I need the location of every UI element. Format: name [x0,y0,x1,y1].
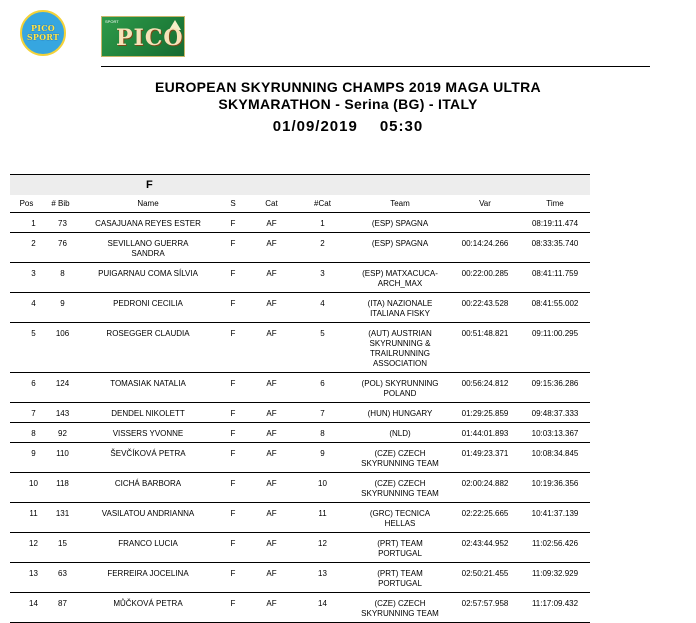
sex-cell: F [218,533,248,563]
logo-rect-wordmark: PICO [116,25,184,51]
bib-cell: 124 [43,373,78,403]
table-row [10,593,590,623]
cat-pos-cell: 12 [295,533,350,563]
cat-pos-cell: 9 [295,443,350,473]
name-cell [78,473,218,503]
name-cell-line: VISSERS YVONNE [112,429,184,438]
bib-cell: 143 [43,403,78,423]
bib-cell: 92 [43,423,78,443]
var-cell: 00:14:24.266 [450,233,520,263]
team-cell-line: (ESP) SPAGNA [371,239,429,248]
cat-pos-cell: 11 [295,503,350,533]
sex-cell: F [218,263,248,293]
cat-cell: AF [248,563,295,593]
name-cell-line: MŮČKOVÁ PETRA [113,599,183,608]
team-cell [350,403,450,423]
cat-pos-cell: 13 [295,563,350,593]
name-cell [78,593,218,623]
cat-cell: AF [248,323,295,373]
name-cell-line: ŠEVČÍKOVÁ PETRA [110,449,186,458]
sex-cell: F [218,233,248,263]
team-cell-line: ASSOCIATION [372,359,428,368]
name-cell [78,533,218,563]
sex-cell: F [218,403,248,423]
name-cell-line: PEDRONI CECILIA [113,299,183,308]
team-cell-line: HELLAS [384,519,416,528]
team-cell [350,593,450,623]
name-cell [78,293,218,323]
team-cell [350,373,450,403]
team-cell [350,323,450,373]
logo-round-line1: PICO [31,23,55,33]
name-cell-line: SANDRA [131,249,165,258]
sex-cell: F [218,423,248,443]
team-cell-line: (CZE) CZECH [374,449,426,458]
var-cell: 02:57:57.958 [450,593,520,623]
sex-cell: F [218,373,248,403]
pos-cell: 6 [10,373,43,403]
time-cell: 11:09:32.929 [520,563,590,593]
pos-cell: 12 [10,533,43,563]
bib-cell: 118 [43,473,78,503]
cat-cell: AF [248,373,295,403]
cat-pos-cell: 2 [295,233,350,263]
pos-cell: 2 [10,233,43,263]
col-header-cat-pos: #Cat [295,195,350,213]
team-cell [350,213,450,233]
team-cell-line: ITALIANA FISKY [370,309,430,318]
cat-cell: AF [248,503,295,533]
sex-cell: F [218,293,248,323]
cat-cell: AF [248,213,295,233]
cat-pos-cell: 3 [295,263,350,293]
time-cell: 08:33:35.740 [520,233,590,263]
team-cell-line: (AUT) AUSTRIAN [368,329,432,338]
team-cell-line: ARCH_MAX [377,279,423,288]
cat-cell: AF [248,423,295,443]
cat-pos-cell: 7 [295,403,350,423]
team-cell-line: PORTUGAL [378,579,422,588]
pos-cell: 7 [10,403,43,423]
var-cell: 00:22:43.528 [450,293,520,323]
name-cell-line: CASAJUANA REYES ESTER [95,219,201,228]
name-cell [78,373,218,403]
pos-cell: 8 [10,423,43,443]
name-cell-line: TOMASIAK NATALIA [110,379,186,388]
cat-cell: AF [248,233,295,263]
name-cell [78,323,218,373]
bib-cell: 9 [43,293,78,323]
cat-cell: AF [248,443,295,473]
pos-cell: 11 [10,503,43,533]
col-header-sex: S [218,195,248,213]
event-date: 01/09/2019 [272,118,358,135]
bib-cell: 76 [43,233,78,263]
cat-pos-cell: 10 [295,473,350,503]
pos-cell: 14 [10,593,43,623]
time-cell: 10:08:34.845 [520,443,590,473]
pos-cell: 1 [10,213,43,233]
team-cell-line: (ESP) MATXACUCA- [362,269,438,278]
name-cell-line: SEVILLANO GUERRA [107,239,189,248]
results-body [10,213,590,623]
table-row [10,473,590,503]
cat-pos-cell: 4 [295,293,350,323]
bib-cell: 8 [43,263,78,293]
pico-sport-round-logo [20,10,66,56]
team-cell [350,443,450,473]
name-cell-line: FRANCO LUCIA [118,539,178,548]
team-cell [350,423,450,443]
cat-cell: AF [248,533,295,563]
team-cell [350,473,450,503]
bib-cell: 15 [43,533,78,563]
time-cell: 08:19:11.474 [520,213,590,233]
event-title-line1: EUROPEAN SKYRUNNING CHAMPS 2019 MAGA ULTRA [155,79,541,95]
table-row [10,563,590,593]
group-header-row [10,175,590,196]
pico-sport-rect-logo [101,16,185,57]
var-cell: 00:51:48.821 [450,323,520,373]
name-cell-line: CICHÁ BARBORA [114,479,182,488]
time-cell: 08:41:11.759 [520,263,590,293]
var-cell [450,213,520,233]
team-cell-line: (PRT) TEAM [377,539,423,548]
time-cell: 09:15:36.286 [520,373,590,403]
team-cell-line: (PRT) TEAM [377,569,423,578]
team-cell [350,293,450,323]
table-row [10,263,590,293]
time-cell: 10:03:13.367 [520,423,590,443]
time-cell: 09:48:37.333 [520,403,590,423]
team-cell-line: (HUN) HUNGARY [367,409,433,418]
cat-cell: AF [248,263,295,293]
pos-cell: 10 [10,473,43,503]
event-time: 05:30 [379,118,424,135]
table-row [10,323,590,373]
cat-cell: AF [248,293,295,323]
col-header-name: Name [78,195,218,213]
bib-cell: 106 [43,323,78,373]
name-cell [78,213,218,233]
team-cell-line: PORTUGAL [378,549,422,558]
team-cell-line: SKYRUNNING TEAM [361,459,439,468]
cat-pos-cell: 5 [295,323,350,373]
team-cell-line: SKYRUNNING & [369,339,431,348]
name-cell [78,503,218,533]
group-label: F [146,179,153,191]
col-header-cat: Cat [248,195,295,213]
sex-cell: F [218,503,248,533]
col-header-var: Var [450,195,520,213]
col-header-bib: # Bib [43,195,78,213]
name-cell [78,563,218,593]
sex-cell: F [218,323,248,373]
team-cell [350,533,450,563]
cat-cell: AF [248,473,295,503]
bib-cell: 63 [43,563,78,593]
pos-cell: 4 [10,293,43,323]
team-cell [350,563,450,593]
event-title-line2: SKYMARATHON - Serina (BG) - ITALY [218,96,478,112]
sex-cell: F [218,213,248,233]
team-cell-line: SKYRUNNING TEAM [361,489,439,498]
name-cell [78,403,218,423]
col-header-pos: Pos [10,195,43,213]
var-cell: 02:22:25.665 [450,503,520,533]
sex-cell: F [218,443,248,473]
pos-cell: 9 [10,443,43,473]
event-datetime [0,118,696,135]
name-cell [78,423,218,443]
cat-pos-cell: 6 [295,373,350,403]
team-cell [350,263,450,293]
time-cell: 10:41:37.139 [520,503,590,533]
sex-cell: F [218,563,248,593]
team-cell-line: (ITA) NAZIONALE [367,299,433,308]
table-row [10,423,590,443]
time-cell: 11:02:56.426 [520,533,590,563]
var-cell: 00:22:00.285 [450,263,520,293]
logo-round-line2: SPORT [26,32,60,42]
team-cell-line: TRAILRUNNING [369,349,430,358]
header-divider [101,66,650,67]
table-row [10,373,590,403]
team-cell-line: (CZE) CZECH [374,599,426,608]
bib-cell: 131 [43,503,78,533]
team-cell-line: (GRC) TECNICA [369,509,431,518]
var-cell: 01:29:25.859 [450,403,520,423]
time-cell: 11:17:09.432 [520,593,590,623]
bib-cell: 87 [43,593,78,623]
var-cell: 02:00:24.882 [450,473,520,503]
table-row [10,233,590,263]
table-row [10,213,590,233]
table-row [10,293,590,323]
column-header-row [10,195,590,213]
name-cell-line: FERREIRA JOCELINA [107,569,189,578]
var-cell: 00:56:24.812 [450,373,520,403]
pos-cell: 5 [10,323,43,373]
team-cell [350,503,450,533]
cat-pos-cell: 1 [295,213,350,233]
pos-cell: 13 [10,563,43,593]
cat-pos-cell: 8 [295,423,350,443]
name-cell [78,443,218,473]
pos-cell: 3 [10,263,43,293]
team-cell-line: (CZE) CZECH [374,479,426,488]
bib-cell: 110 [43,443,78,473]
table-row [10,533,590,563]
cat-pos-cell: 14 [295,593,350,623]
table-row [10,443,590,473]
team-cell-line: (NLD) [389,429,411,438]
team-cell-line: (ESP) SPAGNA [371,219,429,228]
name-cell-line: ROSEGGER CLAUDIA [106,329,190,338]
name-cell [78,233,218,263]
table-row [10,503,590,533]
team-cell [350,233,450,263]
cat-cell: AF [248,403,295,423]
team-cell-line: (POL) SKYRUNNING [361,379,439,388]
col-header-time: Time [520,195,590,213]
team-cell-line: SKYRUNNING TEAM [361,609,439,618]
name-cell-line: PUIGARNAU COMA SÍLVIA [98,269,198,278]
time-cell: 08:41:55.002 [520,293,590,323]
results-table [10,174,590,623]
var-cell: 01:44:01.893 [450,423,520,443]
var-cell: 02:43:44.952 [450,533,520,563]
name-cell [78,263,218,293]
sex-cell: F [218,593,248,623]
col-header-team: Team [350,195,450,213]
time-cell: 09:11:00.295 [520,323,590,373]
sex-cell: F [218,473,248,503]
time-cell: 10:19:36.356 [520,473,590,503]
cat-cell: AF [248,593,295,623]
var-cell: 02:50:21.455 [450,563,520,593]
name-cell-line: DENDEL NIKOLETT [111,409,185,418]
logo-rect-tag: SPORT [105,19,119,24]
var-cell: 01:49:23.371 [450,443,520,473]
team-cell-line: POLAND [383,389,417,398]
table-row [10,403,590,423]
bib-cell: 73 [43,213,78,233]
name-cell-line: VASILATOU ANDRIANNA [101,509,195,518]
